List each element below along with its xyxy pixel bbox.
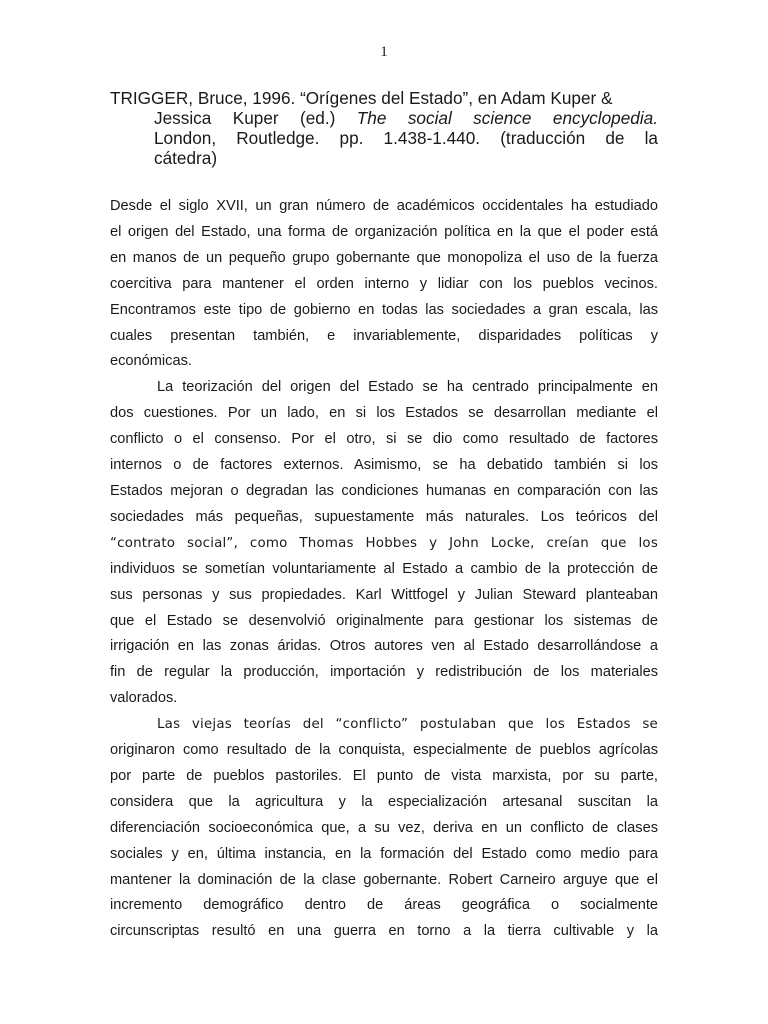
paragraph-1-line: Encontramos este tipo de gobierno en todas las sociedades a gran escala, las — [110, 301, 658, 318]
paragraph-2-line: sus personas y sus propiedades. Karl Wittfogel y Julian Steward planteaban — [110, 586, 658, 603]
paragraph-3-line: Las viejas teorías del “conflicto” postulaban que los Estados se — [157, 717, 658, 733]
citation-line — [110, 108, 658, 128]
paragraph-2-line: sociedades más pequeñas, supuestamente más naturales. Los teóricos del — [110, 508, 658, 525]
paragraph-3-line: circunscriptas resultó en una guerra en torno a la tierra cultivable y la — [110, 923, 658, 940]
paragraph-3-line: diferenciación socioeconómica que, a su vez, deriva en un conflicto de clases — [110, 819, 658, 836]
paragraph-2-line: dos cuestiones. Por un lado, en si los Estados se desarrollan mediante el — [110, 405, 658, 422]
citation-line: cátedra) — [154, 148, 218, 168]
page-number: 1 — [380, 44, 388, 60]
paragraph-3-line: considera que la agricultura y la especialización artesanal suscitan la — [110, 793, 658, 810]
paragraph-1-line: económicas. — [110, 353, 192, 370]
paragraph-1-line: el origen del Estado, una forma de organización política en la que el poder está — [110, 223, 658, 240]
paragraph-2-line: La teorización del origen del Estado se ha centrado principalmente en — [157, 379, 658, 396]
paragraph-1-line: en manos de un pequeño grupo gobernante que monopoliza el uso de la fuerza — [110, 249, 658, 266]
paragraph-2-line: irrigación en las zonas áridas. Otros autores ven al Estado desarrollándose a — [110, 638, 658, 655]
paragraph-2-line: fin de regular la producción, importación y redistribución de los materiales — [110, 664, 658, 681]
paragraph-3-line: sociales y en, última instancia, en la formación del Estado como medio para — [110, 845, 658, 862]
paragraph-2-line: Estados mejoran o degradan las condiciones humanas en comparación con las — [110, 482, 658, 499]
citation-line: London, Routledge. pp. 1.438-1.440. (traducción de la — [154, 128, 658, 148]
paragraph-3-line: incremento demográfico dentro de áreas geográfica o socialmente — [110, 897, 658, 914]
paragraph-2-line: valorados. — [110, 690, 178, 707]
citation-book-title: The social science encyclopedia. — [356, 108, 658, 128]
paragraph-2-line: conflicto o el consenso. Por el otro, si se dio como resultado de factores — [110, 431, 658, 448]
paragraph-1-line: cuales presentan también, e invariablemente, disparidades políticas y — [110, 327, 658, 344]
paragraph-1-line: coercitiva para mantener el orden interno y lidiar con los pueblos vecinos. — [110, 275, 658, 292]
paragraph-2-line: “contrato social”, como Thomas Hobbes y John Locke, creían que los — [110, 535, 658, 551]
paragraph-1-line: Desde el siglo XVII, un gran número de académicos occidentales ha estudiado — [110, 198, 658, 214]
paragraph-2-line: que el Estado se desenvolvió originalmente para gestionar los sistemas de — [110, 612, 658, 629]
citation-editors: Jessica Kuper (ed.) — [154, 108, 357, 128]
body-text — [110, 194, 658, 945]
bibliographic-citation — [110, 88, 658, 168]
paragraph-2-line: individuos se sometían voluntariamente al Estado a cambio de la protección de — [110, 560, 658, 577]
citation-line: TRIGGER, Bruce, 1996. “Orígenes del Estado”, en Adam Kuper & — [110, 88, 613, 108]
paragraph-3-line: originaron como resultado de la conquista, especialmente de pueblos agrícolas — [110, 742, 658, 759]
paragraph-3-line: por parte de pueblos pastoriles. El punto de vista marxista, por su parte, — [110, 767, 658, 784]
paragraph-2-line: internos o de factores externos. Asimismo, se ha debatido también si los — [110, 457, 658, 474]
paragraph-3-line: mantener la dominación de la clase gobernante. Robert Carneiro arguye que el — [110, 871, 658, 888]
